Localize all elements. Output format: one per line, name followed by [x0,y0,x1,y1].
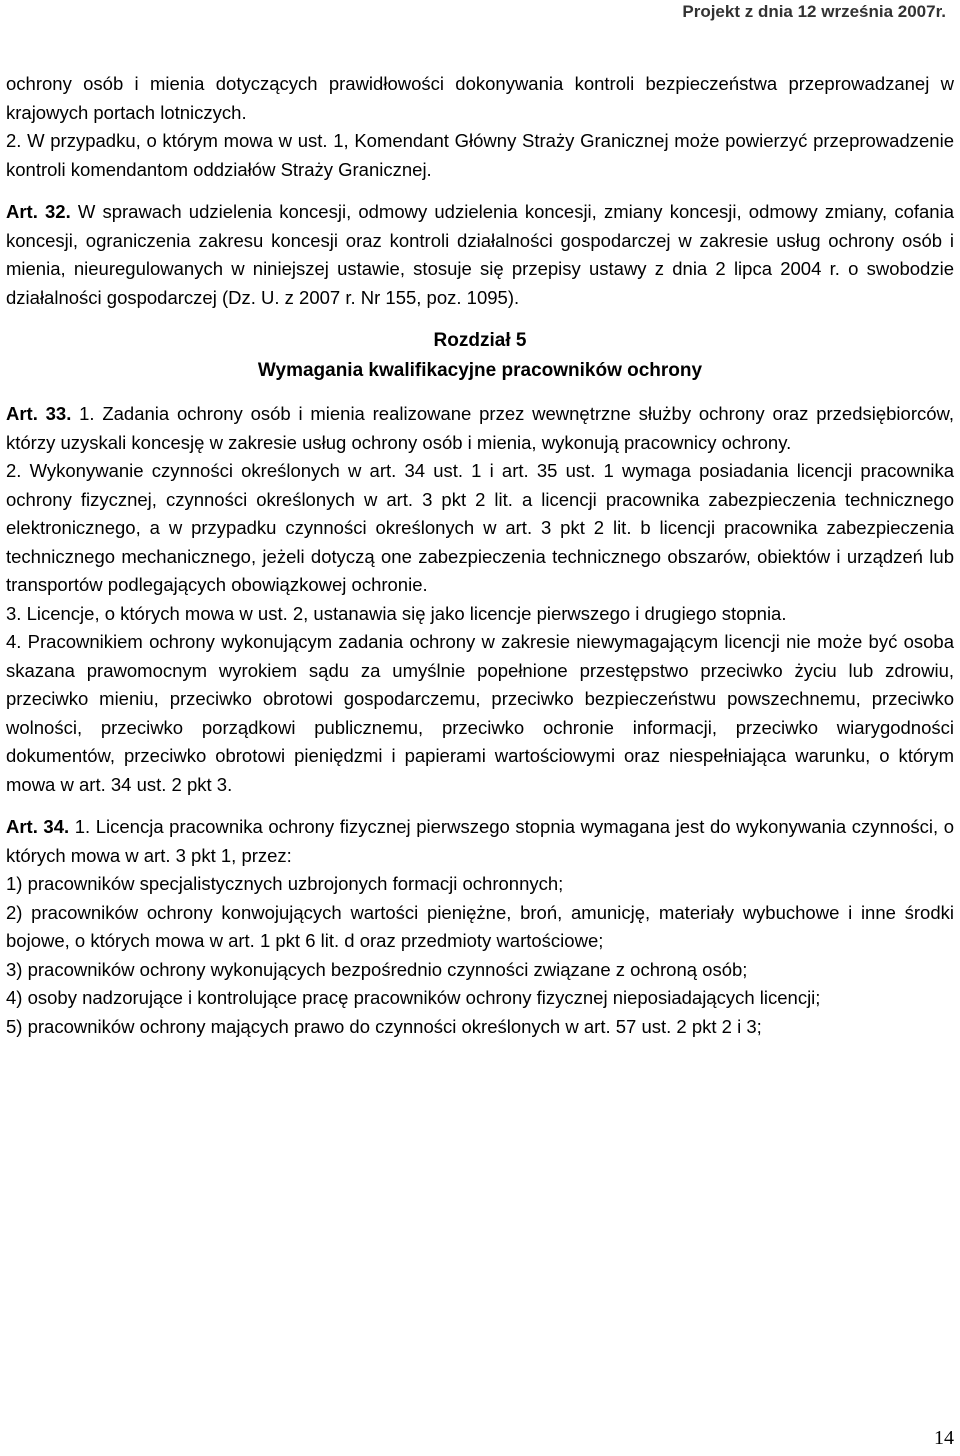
paragraph-intro-2: 2. W przypadku, o którym mowa w ust. 1, Komendant Główny Straży Granicznej może powierzyć przeprowadzenie kontroli komendantom oddziałów Straży Granicznej. [6,130,954,180]
page-number: 14 [934,1427,954,1449]
article-34-intro-text: 1. Licencja pracownika ochrony fizycznej pierwszego stopnia wymagana jest do wykonywania czynności, o których mowa w art. 3 pkt 1, przez: [6,816,954,866]
article-34-label: Art. 34. [6,816,70,837]
chapter-title: Wymagania kwalifikacyjne pracowników ochrony [257,360,703,381]
article-32-text: W sprawach udzielenia koncesji, odmowy udzielenia koncesji, zmiany koncesji, odmowy zmiany, cofania koncesji, ograniczenia zakresu koncesji oraz kontroli działalności gospodarczej w zakresie usług ochrony osób i mienia, nieuregulowanych w niniejszej ustawie, stosuje się przepisy ustawy z dnia 2 lipca 2004 r. o swobodzie działalności gospodarczej (Dz. U. z 2007 r. Nr 155, poz. 1095). [6,201,954,308]
paragraph-intro: ochrony osób i mienia dotyczących prawidłowości dokonywania kontroli bezpieczeństwa przeprowadzanej w krajowych portach lotniczych. [6,73,954,123]
document-header: Projekt z dnia 12 września 2007r. [682,2,946,21]
article-33-label: Art. 33. [6,403,72,424]
article-33-para-1 [6,400,954,457]
list-item: 3) pracowników ochrony wykonujących bezpośrednio czynności związane z ochroną osób; [6,958,748,980]
article-33-para-3: 3. Licencje, o których mowa w ust. 2, ustanawia się jako licencje pierwszego i drugiego stopnia. [6,602,787,624]
chapter-number: Rozdział 5 [433,330,527,351]
article-33-para-2: 2. Wykonywanie czynności określonych w art. 34 ust. 1 i art. 35 ust. 1 wymaga posiadania licencji pracownika ochrony fizycznej, czynności określonych w art. 3 pkt 2 lit. a licencji pracownika zabezpieczenia technicznego elektronicznego, a w przypadku czynności określonych w art. 3 pkt 2 lit. b licencji pracownika zabezpieczenia technicznego mechanicznego, jeżeli dotyczą one zabezpieczenia technicznego obszarów, obiektów i urządzeń lub transportów podlegających obowiązkowej ochronie. [6,460,954,595]
article-34-intro [6,813,954,870]
article-32-label: Art. 32. [6,201,71,222]
article-33-text-1: 1. Zadania ochrony osób i mienia realizowane przez wewnętrzne służby ochrony oraz przedsiębiorców, którzy uzyskali koncesję w zakresie usług ochrony osób i mienia, wykonują pracownicy ochrony. [6,403,954,453]
article-33-para-4: 4. Pracownikiem ochrony wykonującym zadania ochrony w zakresie niewymagającym licencji nie może być osoba skazana prawomocnym wyrokiem sądu za umyślnie popełnione przestępstwo przeciwko życiu lub zdrowiu, przeciwko mieniu, przeciwko obrotowi gospodarczemu, przeciwko bezpieczeństwu powszechnemu, przeciwko wolności, przeciwko porządkowi publicznemu, przeciwko ochronie informacji, przeciwko wiarygodności dokumentów, przeciwko obrotowi pieniędzmi i papierami wartościowymi oraz niespełniająca warunku, o którym mowa w art. 34 ust. 2 pkt 3. [6,631,954,795]
article-32 [6,198,954,312]
list-item: 5) pracowników ochrony mających prawo do czynności określonych w art. 57 ust. 2 pkt 2 i 3; [6,1015,762,1037]
list-item: 1) pracowników specjalistycznych uzbrojonych formacji ochronnych; [6,873,564,894]
list-item: 4) osoby nadzorujące i kontrolujące pracę pracowników ochrony fizycznej nieposiadających licencji; [6,987,821,1008]
document-body [6,70,954,1041]
list-item: 2) pracowników ochrony konwojujących wartości pieniężne, broń, amunicję, materiały wybuchowe i inne środki bojowe, o których mowa w art. 1 pkt 6 lit. d oraz przedmioty wartościowe; [6,901,954,951]
